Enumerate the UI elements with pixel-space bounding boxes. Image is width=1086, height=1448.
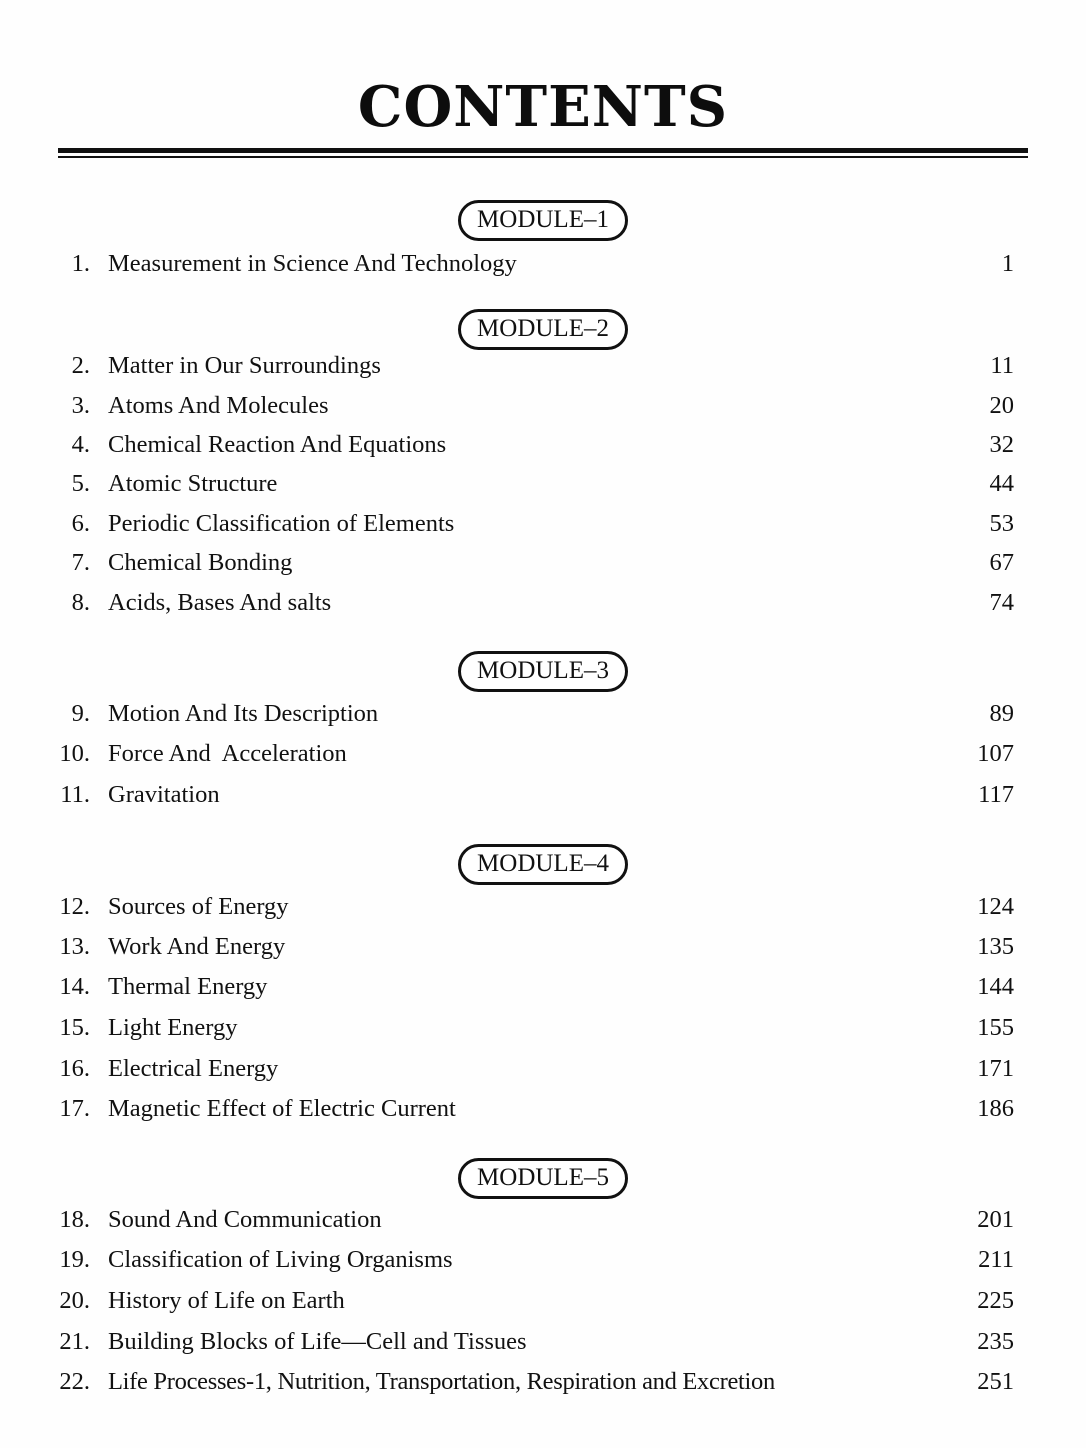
chapter-title: Chemical Bonding: [108, 549, 293, 576]
title-rule-thick: [58, 148, 1028, 153]
page-number: 251: [977, 1368, 1014, 1395]
toc-entry[interactable]: [0, 777, 1086, 813]
module-header-3: [0, 651, 1086, 692]
chapter-title: Chemical Reaction And Equations: [108, 431, 447, 458]
toc-entry[interactable]: [0, 1283, 1086, 1319]
chapter-title: Thermal Energy: [108, 973, 268, 1000]
chapter-title: Building Blocks of Life—Cell and Tissues: [108, 1328, 527, 1355]
module-header-4: [0, 844, 1086, 885]
toc-entry[interactable]: [0, 506, 1086, 542]
module-header-5: [0, 1158, 1086, 1199]
page-number: 53: [989, 510, 1014, 537]
chapter-number: 11.: [60, 781, 90, 808]
chapter-number: 12.: [59, 893, 90, 920]
chapter-number: 22.: [59, 1368, 90, 1395]
page-title: CONTENTS: [357, 74, 729, 140]
module-label: MODULE–4: [458, 844, 628, 885]
toc-entry[interactable]: [0, 1010, 1086, 1046]
toc-entry[interactable]: [0, 466, 1086, 502]
page-number: 171: [977, 1055, 1014, 1082]
page-number: 20: [989, 392, 1014, 419]
chapter-title: Matter in Our Surroundings: [108, 352, 381, 379]
toc-entry[interactable]: [0, 1364, 1086, 1400]
chapter-number: 19.: [59, 1246, 90, 1273]
chapter-number: 3.: [71, 392, 90, 419]
page-number: 32: [989, 431, 1014, 458]
chapter-number: 16.: [59, 1055, 90, 1082]
chapter-number: 21.: [59, 1328, 90, 1355]
module-label: MODULE–2: [458, 309, 628, 350]
toc-entry[interactable]: [0, 1091, 1086, 1127]
chapter-title: Force And Acceleration: [108, 740, 347, 767]
toc-entry[interactable]: [0, 1324, 1086, 1360]
chapter-title: Sound And Communication: [108, 1206, 382, 1233]
chapter-number: 15.: [59, 1014, 90, 1041]
module-header-2: [0, 309, 1086, 350]
page-number: 1: [1001, 250, 1014, 277]
page-number: 144: [977, 973, 1014, 1000]
chapter-title: Acids, Bases And salts: [108, 589, 332, 616]
chapter-title: History of Life on Earth: [108, 1287, 345, 1314]
chapter-number: 1.: [71, 250, 90, 277]
toc-entry[interactable]: [0, 585, 1086, 621]
chapter-title: Sources of Energy: [108, 893, 289, 920]
chapter-title: Classification of Living Organisms: [108, 1246, 453, 1273]
chapter-title: Gravitation: [108, 781, 220, 808]
toc-entry[interactable]: [0, 1242, 1086, 1278]
page-number: 67: [989, 549, 1014, 576]
toc-entry[interactable]: [0, 1051, 1086, 1087]
chapter-title: Magnetic Effect of Electric Current: [108, 1095, 456, 1122]
page-number: 201: [977, 1206, 1014, 1233]
page-number: 74: [989, 589, 1014, 616]
toc-entry[interactable]: [0, 388, 1086, 424]
toc-entry[interactable]: [0, 889, 1086, 925]
page-number: 225: [977, 1287, 1014, 1314]
toc-entry[interactable]: [0, 545, 1086, 581]
chapter-number: 20.: [59, 1287, 90, 1314]
page-number: 11: [990, 352, 1014, 379]
module-header-1: [0, 200, 1086, 241]
chapter-number: 6.: [71, 510, 90, 537]
chapter-title: Motion And Its Description: [108, 700, 379, 727]
chapter-title: Measurement in Science And Technology: [108, 250, 517, 277]
chapter-title: Electrical Energy: [108, 1055, 279, 1082]
chapter-number: 10.: [59, 740, 90, 767]
chapter-number: 13.: [59, 933, 90, 960]
module-label: MODULE–3: [458, 651, 628, 692]
toc-entry[interactable]: [0, 696, 1086, 732]
toc-entry[interactable]: [0, 427, 1086, 463]
chapter-title: Atomic Structure: [108, 470, 278, 497]
chapter-number: 4.: [71, 431, 90, 458]
page-number: 186: [977, 1095, 1014, 1122]
page-number: 117: [978, 781, 1014, 808]
page-number: 211: [978, 1246, 1014, 1273]
chapter-number: 17.: [59, 1095, 90, 1122]
chapter-number: 8.: [71, 589, 90, 616]
page-number: 135: [977, 933, 1014, 960]
toc-entry[interactable]: [0, 348, 1086, 384]
page-number: 107: [977, 740, 1014, 767]
chapter-title: Light Energy: [108, 1014, 238, 1041]
page-number: 235: [977, 1328, 1014, 1355]
chapter-number: 18.: [59, 1206, 90, 1233]
chapter-number: 7.: [71, 549, 90, 576]
chapter-title: Life Processes-1, Nutrition, Transportation, Respiration and Excretion: [108, 1368, 775, 1395]
toc-entry[interactable]: [0, 736, 1086, 772]
chapter-title: Work And Energy: [108, 933, 286, 960]
toc-entry[interactable]: [0, 929, 1086, 965]
page-number: 124: [977, 893, 1014, 920]
chapter-number: 9.: [71, 700, 90, 727]
chapter-title: Periodic Classification of Elements: [108, 510, 455, 537]
chapter-number: 5.: [71, 470, 90, 497]
page-number: 44: [989, 470, 1014, 497]
page-number: 89: [989, 700, 1014, 727]
module-label: MODULE–1: [458, 200, 628, 241]
chapter-number: 2.: [71, 352, 90, 379]
chapter-number: 14.: [59, 973, 90, 1000]
title-rule-thin: [58, 156, 1028, 158]
toc-entry[interactable]: [0, 246, 1086, 282]
toc-entry[interactable]: [0, 1202, 1086, 1238]
chapter-title: Atoms And Molecules: [108, 392, 329, 419]
module-label: MODULE–5: [458, 1158, 628, 1199]
toc-entry[interactable]: [0, 969, 1086, 1005]
page-number: 155: [977, 1014, 1014, 1041]
